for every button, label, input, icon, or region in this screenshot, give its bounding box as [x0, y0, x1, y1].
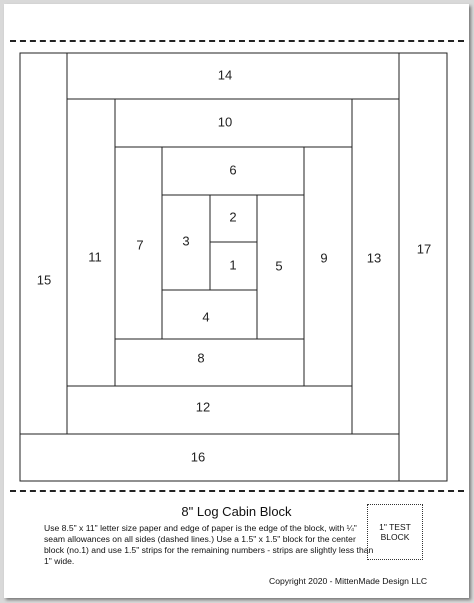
label-14: 14 [217, 67, 233, 83]
label-8: 8 [197, 350, 205, 366]
piece-13 [352, 99, 399, 434]
piece-8 [115, 339, 304, 386]
piece-11 [67, 99, 115, 386]
label-4: 4 [202, 309, 210, 325]
pattern-page [4, 4, 469, 598]
label-17: 17 [416, 241, 432, 257]
piece-14 [67, 53, 399, 99]
piece-16 [20, 434, 399, 481]
label-11: 11 [88, 249, 102, 265]
label-5: 5 [275, 258, 283, 274]
label-6: 6 [229, 162, 237, 178]
label-13: 13 [366, 250, 382, 266]
test-block-square [367, 504, 423, 560]
piece-15 [20, 53, 67, 434]
label-15: 15 [36, 272, 52, 288]
piece-10 [115, 99, 352, 147]
piece-17 [399, 53, 447, 481]
copyright-text: Copyright 2020 - MittenMade Design LLC [269, 576, 428, 586]
label-10: 10 [217, 114, 233, 130]
label-1: 1 [229, 257, 237, 273]
label-12: 12 [195, 399, 211, 415]
label-16: 16 [190, 449, 206, 465]
label-7: 7 [136, 237, 144, 253]
test-block-line2: BLOCK [380, 532, 410, 542]
label-2: 2 [229, 209, 237, 225]
block-title: 8" Log Cabin Block [181, 504, 292, 519]
instructions-text: Use 8.5" x 11" letter size paper and edge of paper is the edge of the block, with ¼" seam allowances on all sides (dashed lines.) Use a 1.5" x 1.5" block for the center block (no.1) and use 1.5" strips for the remaining numbers - strips are slightly less than 1" wide. [44, 523, 374, 566]
label-9: 9 [320, 250, 328, 266]
piece-9 [304, 147, 352, 386]
test-block-line1: 1" TEST [379, 522, 411, 532]
label-3: 3 [182, 233, 190, 249]
